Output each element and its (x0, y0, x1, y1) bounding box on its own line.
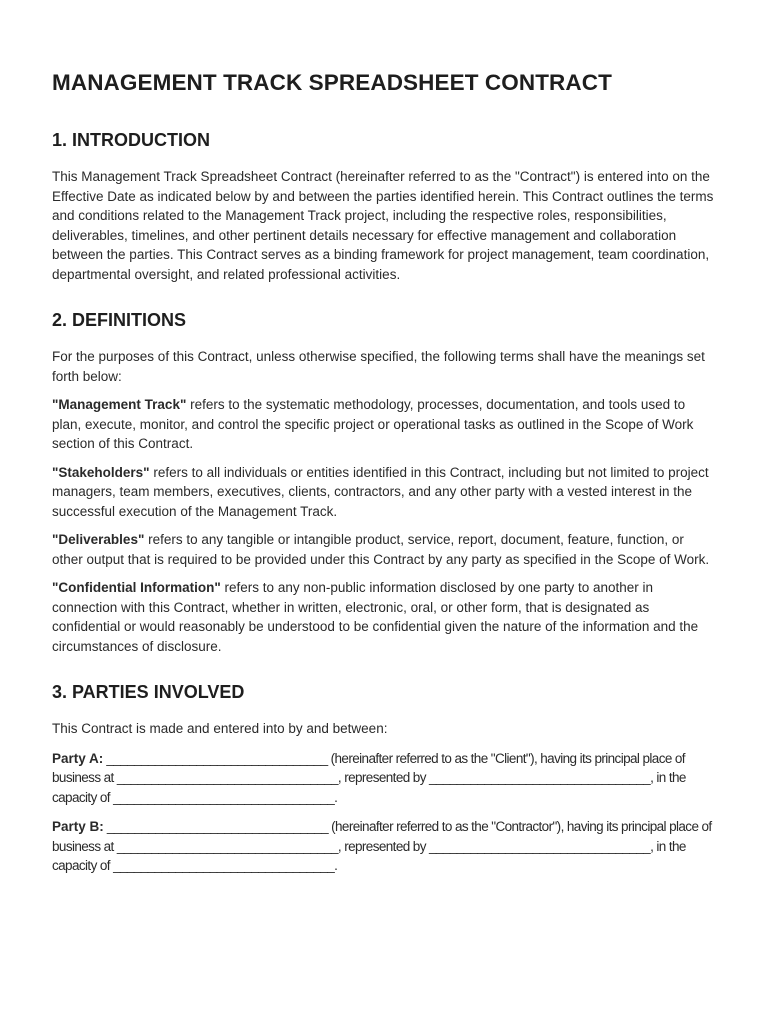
section-heading-parties: 3. PARTIES INVOLVED (52, 682, 245, 702)
document-title: MANAGEMENT TRACK SPREADSHEET CONTRACT (52, 70, 612, 95)
definition-item (52, 530, 718, 569)
section-introduction (52, 130, 718, 284)
section-parties (52, 682, 718, 876)
definition-text: refers to any tangible or intangible product, service, report, document, feature, function, or other output that is required to be provided under this Contract by any party as specified in the Scope of Work. (52, 532, 710, 567)
definition-item (52, 463, 718, 522)
definition-term: "Deliverables" (52, 532, 145, 547)
definition-term: "Confidential Information" (52, 580, 221, 595)
definition-text: refers to all individuals or entities identified in this Contract, including but not limited to project managers, team members, executives, clients, contractors, and any other party with a vested interest in the successful execution of the Management Track. (52, 464, 709, 519)
definition-item (52, 578, 718, 656)
definition-term: "Stakeholders" (52, 464, 150, 480)
definition-text: refers to any non-public information disclosed by one party to another in connection with this Contract, whether in written, electronic, oral, or other form, that is designated as confidential or would reasonably be understood to be confidential given the nature of the information and the circumstances of disclosure. (52, 580, 699, 654)
party-b-text: ________________________________ (hereinafter referred to as the "Contractor"), having its principal place of business at ________________________________, represented by ________________________________, in the capacity of ________________________________. (52, 819, 712, 873)
section-definitions (52, 310, 718, 656)
introduction-paragraph: This Management Track Spreadsheet Contract (hereinafter referred to as the "Contract") is entered into on the Effective Date as indicated below by and between the parties identified herein. This Contract outlines the terms and conditions related to the Management Track project, including the respective roles, responsibilities, deliverables, timelines, and other pertinent details necessary for effective management and collaboration between the parties. This Contract serves as a binding framework for project management, team coordination, departmental oversight, and related professional activities. (52, 169, 714, 282)
party-b-block (52, 817, 718, 876)
definition-term: "Management Track" (52, 397, 187, 412)
party-a-label: Party A: (52, 750, 104, 766)
section-heading-definitions: 2. DEFINITIONS (52, 310, 187, 330)
party-a-block (52, 749, 718, 808)
definitions-intro: For the purposes of this Contract, unless otherwise specified, the following terms shall have the meanings set forth below: (52, 349, 705, 384)
party-a-text: ________________________________ (hereinafter referred to as the "Client"), having its principal place of business at ________________________________, represented by ________________________________, in the capacity of ________________________________. (52, 750, 686, 805)
definition-item (52, 395, 718, 454)
parties-intro: This Contract is made and entered into by and between: (52, 721, 388, 736)
party-b-label: Party B: (52, 819, 104, 834)
section-heading-introduction: 1. INTRODUCTION (52, 130, 211, 150)
definition-text: refers to the systematic methodology, processes, documentation, and tools used to plan, execute, monitor, and control the specific project or operational tasks as outlined in the Scope of Work section of this Contract. (52, 397, 694, 451)
